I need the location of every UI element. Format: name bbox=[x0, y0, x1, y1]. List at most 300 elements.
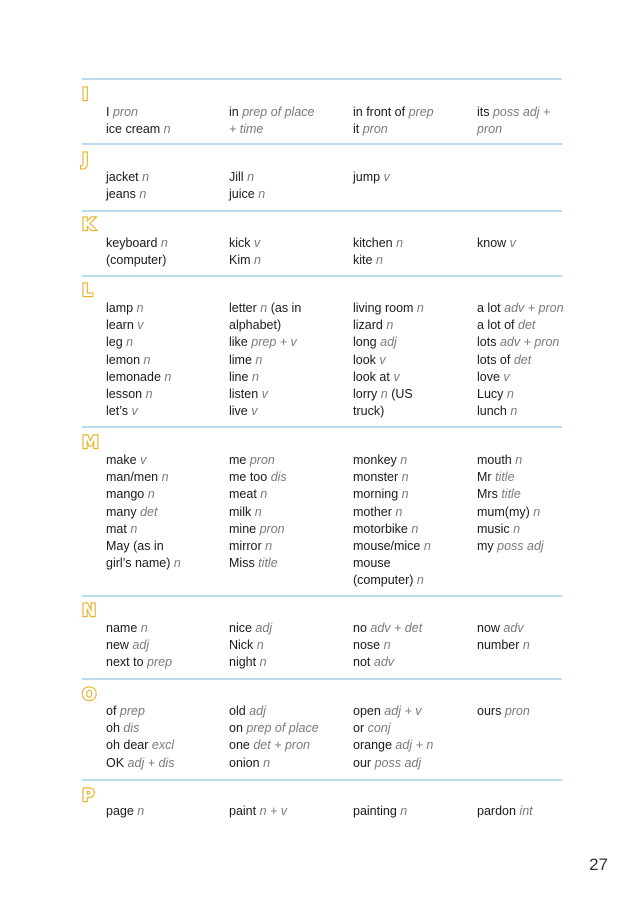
part-of-speech: adj + n bbox=[395, 738, 434, 753]
word-entry bbox=[477, 334, 601, 351]
word-entry bbox=[477, 403, 601, 420]
headword: jeans bbox=[106, 187, 136, 202]
word-entry bbox=[353, 334, 477, 351]
part-of-speech: pron bbox=[259, 521, 285, 536]
word-entry bbox=[353, 504, 477, 521]
part-of-speech: n bbox=[164, 369, 172, 384]
word-entry bbox=[106, 703, 230, 720]
word-entry bbox=[353, 235, 477, 252]
part-of-speech: title bbox=[258, 556, 278, 571]
part-of-speech: n bbox=[140, 621, 148, 635]
headword: me too bbox=[229, 470, 268, 485]
headword: letter bbox=[229, 301, 257, 315]
headword: Miss bbox=[229, 556, 255, 571]
headword: paint bbox=[229, 804, 257, 818]
headword-suffix: (as in bbox=[270, 301, 302, 315]
word-entry bbox=[353, 403, 477, 420]
headword: in bbox=[229, 105, 239, 119]
word-entry bbox=[229, 703, 353, 720]
headword: man/men bbox=[106, 470, 159, 485]
part-of-speech: n bbox=[265, 539, 273, 554]
headword: in front of bbox=[353, 105, 406, 119]
word-entry bbox=[477, 538, 601, 555]
word-entry bbox=[106, 252, 230, 269]
part-of-speech: n bbox=[522, 638, 530, 653]
headword: of bbox=[106, 704, 117, 718]
headword: painting bbox=[353, 804, 397, 818]
headword: kite bbox=[353, 253, 373, 268]
headword: (computer) bbox=[353, 573, 414, 588]
part-of-speech: pron bbox=[477, 122, 503, 137]
headword: lime bbox=[229, 352, 252, 367]
part-of-speech: n bbox=[259, 655, 267, 670]
headword: name bbox=[106, 621, 138, 635]
word-entry bbox=[106, 620, 230, 637]
section-letter: O bbox=[82, 685, 97, 705]
headword: lemon bbox=[106, 352, 141, 367]
headword: monkey bbox=[353, 453, 397, 467]
word-column bbox=[477, 235, 601, 252]
section-divider bbox=[82, 275, 562, 277]
part-of-speech: n bbox=[506, 387, 514, 402]
word-entry bbox=[353, 803, 477, 820]
word-column bbox=[106, 620, 230, 672]
headword: music bbox=[477, 521, 510, 536]
headword: one bbox=[229, 738, 250, 753]
word-entry bbox=[229, 403, 353, 420]
headword: listen bbox=[229, 387, 259, 402]
part-of-speech: adj + v bbox=[384, 704, 422, 718]
word-column bbox=[353, 703, 477, 772]
part-of-speech: v bbox=[254, 236, 261, 250]
part-of-speech: n bbox=[254, 253, 261, 268]
part-of-speech: n bbox=[396, 236, 404, 250]
part-of-speech: adj bbox=[255, 621, 273, 635]
part-of-speech: prep + v bbox=[251, 335, 297, 350]
word-entry bbox=[229, 654, 353, 671]
headword: ours bbox=[477, 704, 502, 718]
part-of-speech: dis bbox=[270, 470, 287, 485]
headword: it bbox=[353, 122, 360, 137]
word-entry bbox=[106, 803, 230, 820]
headword: lesson bbox=[106, 387, 143, 402]
word-column bbox=[477, 104, 601, 138]
headword: mouse bbox=[353, 556, 391, 571]
part-of-speech: n bbox=[251, 369, 259, 384]
word-entry bbox=[229, 386, 353, 403]
part-of-speech: adj bbox=[380, 335, 397, 350]
headword: morning bbox=[353, 487, 399, 502]
word-entry bbox=[229, 486, 353, 503]
word-entry bbox=[229, 469, 353, 486]
part-of-speech: n bbox=[416, 573, 424, 588]
part-of-speech: n bbox=[260, 301, 268, 315]
part-of-speech: pron bbox=[112, 105, 138, 119]
section-letter: M bbox=[82, 433, 99, 453]
headword: or bbox=[353, 721, 365, 736]
headword: our bbox=[353, 755, 372, 770]
section-divider bbox=[82, 595, 562, 597]
headword: know bbox=[477, 236, 507, 250]
part-of-speech: n bbox=[423, 539, 431, 554]
word-entry bbox=[229, 620, 353, 637]
headword: Mrs bbox=[477, 487, 498, 502]
word-entry bbox=[106, 555, 230, 572]
word-entry bbox=[106, 486, 230, 503]
word-column bbox=[106, 703, 230, 772]
headword: May (as in bbox=[106, 539, 164, 554]
word-entry bbox=[353, 637, 477, 654]
headword: oh bbox=[106, 721, 120, 736]
part-of-speech: n bbox=[395, 504, 403, 519]
part-of-speech: n bbox=[255, 352, 263, 367]
word-entry bbox=[106, 169, 230, 186]
word-entry bbox=[229, 169, 353, 186]
word-entry bbox=[229, 538, 353, 555]
headword: meat bbox=[229, 487, 257, 502]
word-column bbox=[229, 300, 353, 420]
word-column bbox=[353, 452, 477, 590]
headword: no bbox=[353, 621, 367, 635]
headword: monster bbox=[353, 470, 399, 485]
part-of-speech: prep bbox=[119, 704, 145, 718]
word-column bbox=[477, 620, 601, 654]
headword: mirror bbox=[229, 539, 262, 554]
part-of-speech: v bbox=[131, 404, 138, 419]
headword: not bbox=[353, 655, 371, 670]
part-of-speech: v bbox=[503, 369, 510, 384]
word-entry bbox=[106, 538, 230, 555]
headword: a lot bbox=[477, 301, 501, 315]
headword: motorbike bbox=[353, 521, 408, 536]
headword: lunch bbox=[477, 404, 507, 419]
word-column bbox=[106, 803, 230, 820]
word-entry bbox=[477, 386, 601, 403]
word-entry bbox=[353, 620, 477, 637]
word-entry bbox=[106, 186, 230, 203]
part-of-speech: n bbox=[411, 521, 419, 536]
part-of-speech: n bbox=[137, 804, 145, 818]
headword: number bbox=[477, 638, 520, 653]
headword: keyboard bbox=[106, 236, 158, 250]
headword: mother bbox=[353, 504, 392, 519]
word-column bbox=[353, 803, 477, 820]
word-entry bbox=[106, 300, 230, 317]
word-entry bbox=[353, 369, 477, 386]
part-of-speech: poss adj bbox=[497, 539, 544, 554]
word-entry bbox=[353, 521, 477, 538]
part-of-speech: det + pron bbox=[253, 738, 310, 753]
word-entry bbox=[106, 637, 230, 654]
headword: Lucy bbox=[477, 387, 504, 402]
word-entry bbox=[477, 469, 601, 486]
word-entry bbox=[106, 521, 230, 538]
headword: (computer) bbox=[106, 253, 167, 268]
word-entry bbox=[106, 504, 230, 521]
part-of-speech: n bbox=[145, 387, 153, 402]
word-entry bbox=[106, 352, 230, 369]
word-entry bbox=[106, 469, 230, 486]
section-divider bbox=[82, 678, 562, 680]
word-entry bbox=[477, 620, 601, 637]
word-column bbox=[353, 235, 477, 269]
word-entry bbox=[353, 703, 477, 720]
word-entry bbox=[477, 452, 601, 469]
headword: page bbox=[106, 804, 134, 818]
word-entry bbox=[106, 737, 230, 754]
part-of-speech: v bbox=[140, 453, 147, 467]
headword: mum(my) bbox=[477, 504, 530, 519]
word-column bbox=[106, 104, 230, 138]
headword: line bbox=[229, 369, 249, 384]
word-entry bbox=[353, 317, 477, 334]
part-of-speech: adv + det bbox=[370, 621, 423, 635]
word-column bbox=[229, 104, 353, 138]
headword: learn bbox=[106, 318, 134, 333]
part-of-speech: v bbox=[379, 352, 386, 367]
part-of-speech: n + v bbox=[259, 804, 288, 818]
word-entry bbox=[229, 186, 353, 203]
part-of-speech: adv bbox=[373, 655, 395, 670]
word-entry bbox=[106, 235, 230, 252]
word-column bbox=[353, 169, 477, 186]
headword: truck) bbox=[353, 404, 385, 419]
word-entry bbox=[477, 300, 601, 317]
word-column bbox=[353, 300, 477, 420]
word-entry bbox=[353, 737, 477, 754]
headword: old bbox=[229, 704, 246, 718]
word-entry bbox=[353, 755, 477, 772]
part-of-speech: adv bbox=[503, 621, 524, 635]
part-of-speech: excl bbox=[151, 738, 175, 753]
word-entry bbox=[477, 703, 601, 720]
part-of-speech: n bbox=[161, 470, 169, 485]
word-entry bbox=[229, 300, 353, 317]
part-of-speech: n bbox=[260, 487, 268, 502]
word-entry bbox=[229, 317, 353, 334]
part-of-speech: n bbox=[143, 352, 151, 367]
part-of-speech: n bbox=[139, 187, 147, 202]
part-of-speech: n bbox=[247, 170, 255, 184]
headword: on bbox=[229, 721, 243, 736]
word-entry bbox=[229, 252, 353, 269]
headword: kitchen bbox=[353, 236, 393, 250]
part-of-speech: conj bbox=[367, 721, 391, 736]
headword: open bbox=[353, 704, 381, 718]
part-of-speech: n bbox=[515, 453, 523, 467]
part-of-speech: adj bbox=[132, 638, 150, 653]
part-of-speech: n bbox=[386, 318, 394, 333]
headword: milk bbox=[229, 504, 252, 519]
headword: mouse/mice bbox=[353, 539, 421, 554]
part-of-speech: prep of place bbox=[242, 105, 315, 119]
word-entry bbox=[229, 755, 353, 772]
word-column bbox=[353, 104, 477, 138]
part-of-speech: title bbox=[501, 487, 521, 502]
headword: Kim bbox=[229, 253, 251, 268]
headword: lamp bbox=[106, 301, 134, 315]
word-column bbox=[106, 452, 230, 572]
word-entry bbox=[106, 452, 230, 469]
part-of-speech: prep bbox=[408, 105, 434, 119]
word-entry bbox=[229, 504, 353, 521]
word-entry bbox=[106, 654, 230, 671]
word-entry bbox=[229, 720, 353, 737]
headword: next to bbox=[106, 655, 144, 670]
word-entry bbox=[353, 300, 477, 317]
part-of-speech: n bbox=[380, 387, 388, 402]
part-of-speech: n bbox=[401, 487, 409, 502]
headword-suffix: (US bbox=[391, 387, 413, 402]
headword: its bbox=[477, 105, 490, 119]
word-entry bbox=[477, 352, 601, 369]
section-divider bbox=[82, 426, 562, 428]
headword: orange bbox=[353, 738, 392, 753]
word-entry bbox=[106, 121, 230, 138]
part-of-speech: n bbox=[513, 521, 521, 536]
part-of-speech: n bbox=[256, 638, 264, 653]
part-of-speech: n bbox=[401, 470, 409, 485]
part-of-speech: det bbox=[513, 352, 532, 367]
section-letter: K bbox=[82, 215, 96, 235]
part-of-speech: n bbox=[173, 556, 181, 571]
word-entry bbox=[353, 252, 477, 269]
word-entry bbox=[353, 104, 477, 121]
part-of-speech: prep bbox=[147, 655, 173, 670]
part-of-speech: title bbox=[495, 470, 515, 485]
part-of-speech: int bbox=[519, 804, 533, 818]
headword: jacket bbox=[106, 170, 139, 184]
word-column bbox=[353, 620, 477, 672]
word-entry bbox=[477, 521, 601, 538]
word-column bbox=[229, 703, 353, 772]
part-of-speech: n bbox=[147, 487, 155, 502]
word-column bbox=[477, 452, 601, 555]
headword: girl’s name) bbox=[106, 556, 171, 571]
word-entry bbox=[106, 334, 230, 351]
word-entry bbox=[353, 720, 477, 737]
part-of-speech: n bbox=[160, 236, 168, 250]
word-entry bbox=[477, 637, 601, 654]
word-column bbox=[106, 169, 230, 203]
part-of-speech: n bbox=[533, 504, 541, 519]
headword: look at bbox=[353, 369, 390, 384]
word-entry bbox=[106, 720, 230, 737]
headword: mine bbox=[229, 521, 257, 536]
headword: alphabet) bbox=[229, 318, 282, 333]
part-of-speech: n bbox=[263, 755, 271, 770]
word-entry bbox=[353, 555, 477, 572]
word-entry bbox=[229, 334, 353, 351]
word-entry bbox=[353, 654, 477, 671]
headword: jump bbox=[353, 170, 381, 184]
part-of-speech: v bbox=[137, 318, 144, 333]
headword: me bbox=[229, 453, 247, 467]
headword: OK bbox=[106, 755, 125, 770]
part-of-speech: adv + pron bbox=[499, 335, 560, 350]
word-entry bbox=[106, 369, 230, 386]
section-divider bbox=[82, 78, 562, 80]
word-entry bbox=[353, 486, 477, 503]
part-of-speech: det bbox=[140, 504, 158, 519]
headword: juice bbox=[229, 187, 255, 202]
part-of-speech: n bbox=[136, 301, 144, 315]
headword: my bbox=[477, 539, 494, 554]
part-of-speech: pron bbox=[249, 453, 275, 467]
word-entry bbox=[353, 169, 477, 186]
word-entry bbox=[353, 572, 477, 589]
headword: kick bbox=[229, 236, 251, 250]
word-entry bbox=[229, 352, 353, 369]
section-divider bbox=[82, 779, 562, 781]
part-of-speech: n bbox=[163, 122, 171, 137]
headword: now bbox=[477, 621, 500, 635]
word-entry bbox=[477, 504, 601, 521]
part-of-speech: n bbox=[258, 187, 266, 202]
word-column bbox=[106, 235, 230, 269]
word-column bbox=[477, 300, 601, 420]
headword: lots of bbox=[477, 352, 511, 367]
word-entry bbox=[229, 637, 353, 654]
word-entry bbox=[229, 369, 353, 386]
headword: make bbox=[106, 453, 137, 467]
part-of-speech: n bbox=[142, 170, 150, 184]
headword: live bbox=[229, 404, 248, 419]
word-column bbox=[229, 169, 353, 203]
word-entry bbox=[106, 403, 230, 420]
section-letter: I bbox=[82, 85, 89, 105]
word-column bbox=[477, 803, 601, 820]
headword: onion bbox=[229, 755, 260, 770]
word-entry bbox=[353, 538, 477, 555]
part-of-speech: n bbox=[375, 253, 383, 268]
part-of-speech: n bbox=[416, 301, 424, 315]
headword: look bbox=[353, 352, 376, 367]
section-divider bbox=[82, 210, 562, 212]
part-of-speech: poss adj bbox=[374, 755, 422, 770]
part-of-speech: v bbox=[261, 387, 268, 402]
part-of-speech: v bbox=[383, 170, 390, 184]
word-entry bbox=[229, 452, 353, 469]
part-of-speech: pron bbox=[362, 122, 388, 137]
word-entry bbox=[229, 235, 353, 252]
word-entry bbox=[229, 737, 353, 754]
section-letter: P bbox=[82, 786, 95, 806]
word-entry bbox=[353, 121, 477, 138]
headword: Nick bbox=[229, 638, 254, 653]
word-entry bbox=[106, 317, 230, 334]
part-of-speech: n bbox=[510, 404, 518, 419]
part-of-speech: adj + dis bbox=[127, 755, 175, 770]
headword: Mr bbox=[477, 470, 492, 485]
part-of-speech: v bbox=[251, 404, 258, 419]
word-entry bbox=[353, 352, 477, 369]
word-column bbox=[106, 300, 230, 420]
part-of-speech: n bbox=[126, 335, 134, 350]
word-column bbox=[229, 620, 353, 672]
headword: leg bbox=[106, 335, 123, 350]
word-column bbox=[229, 803, 353, 820]
word-column bbox=[477, 703, 601, 720]
headword: nose bbox=[353, 638, 381, 653]
word-entry bbox=[106, 386, 230, 403]
word-entry bbox=[477, 369, 601, 386]
part-of-speech: n bbox=[400, 453, 408, 467]
headword: ice cream bbox=[106, 122, 161, 137]
headword: mouth bbox=[477, 453, 512, 467]
part-of-speech: n bbox=[383, 638, 391, 653]
headword: oh dear bbox=[106, 738, 149, 753]
